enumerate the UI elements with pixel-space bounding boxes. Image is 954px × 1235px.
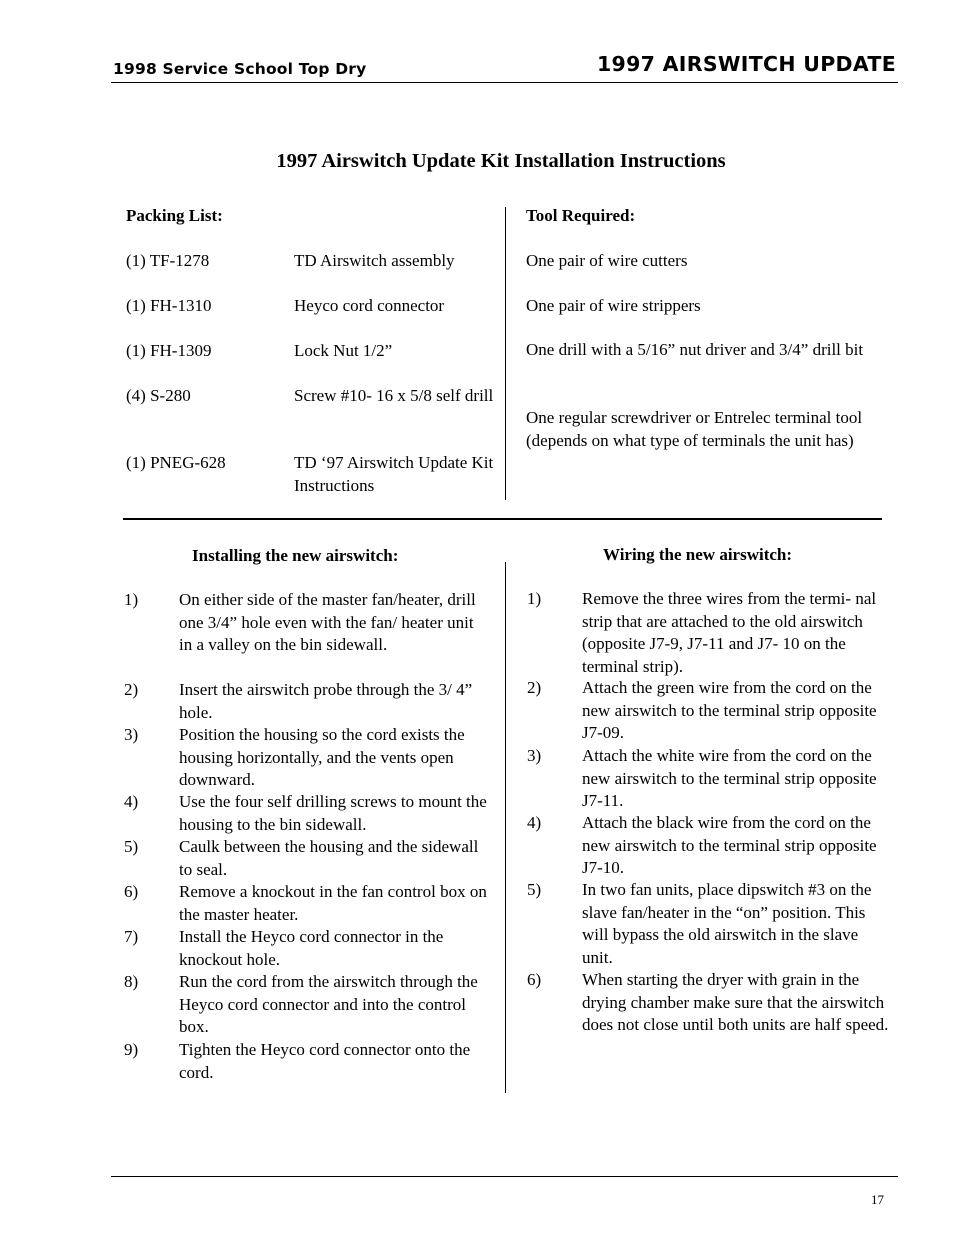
step-number: 1) (527, 589, 542, 608)
column-divider-top (505, 207, 506, 500)
page-title: 1997 Airswitch Update Kit Installation Instructions (276, 150, 726, 172)
packing-item-qty: (1) PNEG-628 (126, 453, 226, 472)
packing-item-qty: (1) FH-1310 (126, 296, 212, 315)
tool-item: One pair of wire cutters (526, 251, 688, 270)
step-text: Attach the black wire from the cord on the new airswitch to the terminal strip opposite J7-10. (582, 813, 877, 877)
step-text: Attach the green wire from the cord on the new airswitch to the terminal strip opposite J7-09. (582, 678, 877, 742)
page-number: 17 (871, 1192, 884, 1207)
step-number: 7) (124, 927, 139, 946)
step-number: 1) (124, 590, 139, 609)
running-header-left: 1998 Service School Top Dry (113, 60, 367, 78)
step-number: 2) (527, 678, 542, 697)
step-text: Tighten the Heyco cord connector onto the cord. (179, 1040, 471, 1082)
step-text: On either side of the master fan/heater, drill one 3/4” hole even with the fan/ heater unit in a valley on the bin sidewall. (179, 590, 476, 654)
tool-item: One drill with a 5/16” nut driver and 3/4” drill bit (526, 340, 864, 359)
step-number: 6) (124, 882, 139, 901)
running-header-right: 1997 AIRSWITCH UPDATE (596, 52, 896, 76)
step-number: 9) (124, 1040, 139, 1059)
tool-item: One pair of wire strippers (526, 296, 701, 315)
step-text: Attach the white wire from the cord on the new airswitch to the terminal strip opposite J7-11. (582, 746, 877, 810)
step-number: 2) (124, 680, 139, 699)
step-number: 3) (124, 725, 139, 744)
step-text: Use the four self drilling screws to mount the housing to the bin sidewall. (179, 792, 487, 834)
installing-heading: Installing the new airswitch: (192, 546, 399, 565)
step-number: 5) (124, 837, 139, 856)
packing-item-desc: Heyco cord connector (294, 296, 445, 315)
header-rule (111, 82, 898, 83)
wiring-heading: Wiring the new airswitch: (603, 545, 793, 564)
step-text: When starting the dryer with grain in the drying chamber make sure that the airswitch does not close until both units are half speed. (582, 970, 889, 1034)
tool-item: One regular screwdriver or Entrelec terminal tool (depends on what type of terminals the unit has) (526, 408, 863, 450)
packing-item-desc: Lock Nut 1/2” (294, 341, 393, 360)
step-text: Run the cord from the airswitch through the Heyco cord connector and into the control box. (179, 972, 478, 1036)
step-number: 8) (124, 972, 139, 991)
section-divider (123, 518, 882, 520)
step-text: Remove a knockout in the fan control box on the master heater. (179, 882, 487, 924)
footer-rule (111, 1176, 898, 1177)
packing-list-heading: Packing List: (126, 206, 223, 225)
step-text: In two fan units, place dipswitch #3 on the slave fan/heater in the “on” position. This will bypass the old airswitch in the slave unit. (582, 880, 872, 967)
step-number: 5) (527, 880, 542, 899)
packing-item-desc: TD ‘97 Airswitch Update Kit Instructions (294, 453, 494, 495)
packing-item-qty: (4) S-280 (126, 386, 191, 405)
packing-item-qty: (1) FH-1309 (126, 341, 212, 360)
tools-heading: Tool Required: (526, 206, 636, 225)
packing-item-desc: TD Airswitch assembly (294, 251, 455, 270)
step-text: Position the housing so the cord exists the housing horizontally, and the vents open downward. (179, 725, 465, 789)
step-text: Insert the airswitch probe through the 3/ 4” hole. (179, 680, 473, 722)
step-number: 4) (124, 792, 139, 811)
step-number: 6) (527, 970, 542, 989)
packing-item-desc: Screw #10- 16 x 5/8 self drill (294, 386, 494, 405)
step-text: Remove the three wires from the termi- nal strip that are attached to the old airswitch (opposite J7-9, J7-11 and J7- 10 on the terminal strip). (582, 589, 877, 676)
step-text: Caulk between the housing and the sidewall to seal. (179, 837, 479, 879)
packing-item-qty: (1) TF-1278 (126, 251, 210, 270)
step-number: 4) (527, 813, 542, 832)
step-text: Install the Heyco cord connector in the knockout hole. (179, 927, 444, 969)
step-number: 3) (527, 746, 542, 765)
column-divider-bottom (505, 562, 506, 1093)
